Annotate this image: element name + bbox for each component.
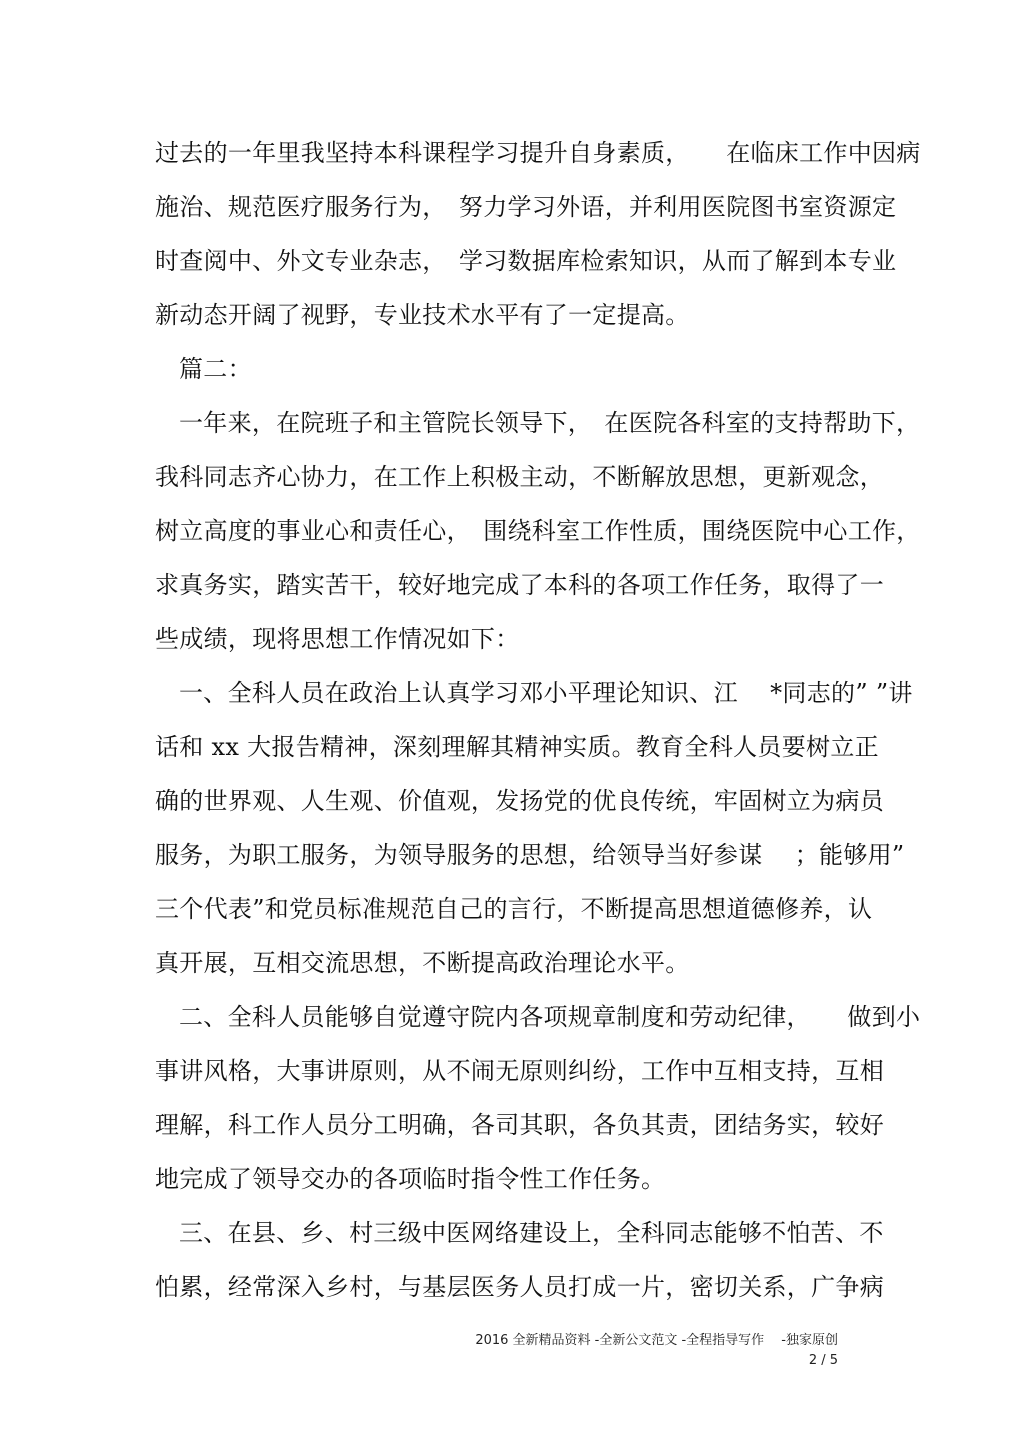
text-line: 树立高度的事业心和责任心， 围绕科室工作性质，围绕医院中心工作， (155, 517, 921, 545)
footer-slogan: 2016 全新精品资料 -全新公文范文 -全程指导写作 -独家原创 (475, 1333, 838, 1348)
text-line: 地完成了领导交办的各项临时指令性工作任务。 (155, 1165, 666, 1193)
text-line: 些成绩，现将思想工作情况如下： (155, 625, 520, 653)
text-line: 新动态开阔了视野，专业技术水平有了一定提高。 (155, 301, 690, 329)
text-line: 一、全科人员在政治上认真学习邓小平理论知识、江 *同志的” ”讲 (179, 679, 913, 707)
text-line: 真开展，互相交流思想，不断提高政治理论水平。 (155, 949, 690, 977)
text-line: 事讲风格，大事讲原则，从不闹无原则纠纷，工作中互相支持，互相 (155, 1057, 884, 1085)
text-line: 二、全科人员能够自觉遵守院内各项规章制度和劳动纪律， 做到小 (179, 1003, 921, 1031)
text-line: 施治、规范医疗服务行为， 努力学习外语，并利用医院图书室资源定 (155, 193, 897, 221)
text-line: 我科同志齐心协力，在工作上积极主动，不断解放思想，更新观念， (155, 463, 884, 491)
text-line: 三、在县、乡、村三级中医网络建设上，全科同志能够不怕苦、不 (179, 1219, 884, 1247)
text-line: 时查阅中、外文专业杂志， 学习数据库检索知识，从而了解到本专业 (155, 247, 897, 275)
text-line: 一年来，在院班子和主管院长领导下， 在医院各科室的支持帮助下， (179, 409, 921, 437)
text-line: 求真务实，踏实苦干，较好地完成了本科的各项工作任务，取得了一 (155, 571, 884, 599)
page-number: 2 / 5 (808, 1353, 838, 1368)
section-heading: 篇二： (179, 355, 252, 383)
text-line: 怕累，经常深入乡村，与基层医务人员打成一片，密切关系，广争病 (155, 1273, 884, 1301)
text-line: 过去的一年里我坚持本科课程学习提升自身素质， 在临床工作中因病 (155, 139, 921, 167)
text-line: 话和 xx 大报告精神，深刻理解其精神实质。教育全科人员要树立正 (155, 733, 879, 761)
text-line: 确的世界观、人生观、价值观，发扬党的优良传统，牢固树立为病员 (155, 787, 884, 815)
text-line: 三个代表”和党员标准规范自己的言行，不断提高思想道德修养，认 (155, 895, 873, 923)
text-line: 服务，为职工服务，为领导服务的思想，给领导当好参谋 ；能够用” (155, 841, 905, 869)
text-line: 理解，科工作人员分工明确，各司其职，各负其责，团结务实，较好 (155, 1111, 884, 1139)
